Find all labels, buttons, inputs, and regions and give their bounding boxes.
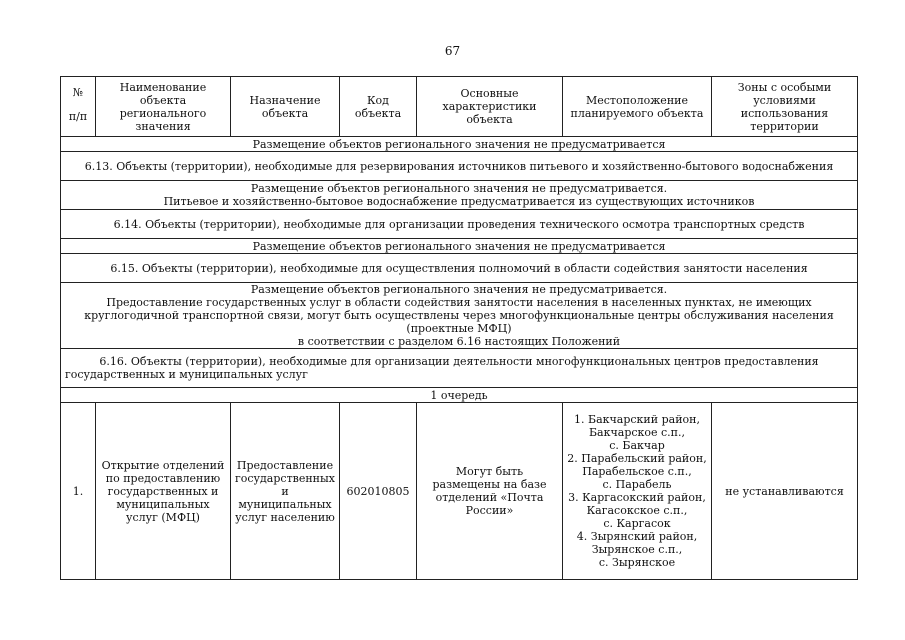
not-planned-note: Размещение объектов регионального значения не предусматривается — [61, 239, 858, 254]
drinking-water-note-cell — [61, 181, 858, 210]
location-line: Парабельское с.п., — [582, 465, 692, 478]
header-name: Наименование объекта регионального значения — [96, 77, 231, 137]
mfc-note-cell — [61, 283, 858, 349]
location-line: Зырянское с.п., — [591, 543, 683, 556]
planning-table — [60, 76, 858, 580]
table-row — [61, 349, 858, 388]
not-planned-note: Размещение объектов регионального значения не предусматривается — [61, 137, 858, 152]
location-line: с. Зырянское — [598, 556, 676, 569]
header-zones: Зоны с особыми условиями использования территории — [712, 77, 858, 137]
location-line: 4. Зырянский район, — [576, 530, 698, 543]
table-row — [61, 152, 858, 181]
table-row — [61, 283, 858, 349]
location-line: с. Парабель — [602, 478, 672, 491]
not-planned-note: Размещение объектов регионального значения не предусматривается. — [250, 182, 668, 195]
section-6-15-heading: 6.15. Объекты (территории), необходимые для осуществления полномочий в области содействия занятости населения — [61, 254, 858, 283]
table-row — [61, 210, 858, 239]
section-6-13-heading: 6.13. Объекты (территории), необходимые для резервирования источников питьевого и хозяйственно-бытового водоснабжения — [61, 152, 858, 181]
section-6-16-heading: 6.16. Объекты (территории), необходимые для организации деятельности многофункциональных центров предоставления государственных и муниципальных услуг — [61, 349, 858, 388]
table-header-row — [61, 77, 858, 137]
table-row — [61, 137, 858, 152]
not-planned-note: Размещение объектов регионального значения не предусматривается. — [250, 283, 668, 296]
mfc-reference: в соответствии с разделом 6.16 настоящих Положений — [297, 335, 621, 348]
location-line: с. Бакчар — [609, 439, 665, 452]
header-characteristics: Основные характеристики объекта — [417, 77, 563, 137]
location-line: Бакчарское с.п., — [588, 426, 686, 439]
section-6-14-heading: 6.14. Объекты (территории), необходимые для организации проведения технического осмотра транспортных средств — [61, 210, 858, 239]
location-line: 1. Бакчарский район, — [574, 413, 700, 426]
location-line: 2. Парабельский район, — [567, 452, 707, 465]
table-row — [61, 254, 858, 283]
header-purpose: Назначение объекта — [231, 77, 340, 137]
object-location — [563, 403, 712, 580]
page-number: 67 — [444, 44, 461, 58]
header-number-abbrev: п/п — [68, 110, 88, 123]
object-name: Открытие отделений по предоставлению государственных и муниципальных услуг (МФЦ) — [96, 403, 231, 580]
object-zones: не устанавливаются — [712, 403, 858, 580]
drinking-water-note: Питьевое и хозяйственно-бытовое водоснабжение предусматривается из существующих источников — [163, 195, 755, 208]
object-code: 602010805 — [340, 403, 417, 580]
table-row — [61, 388, 858, 403]
header-number — [61, 77, 96, 137]
row-number: 1. — [61, 403, 96, 580]
header-code: Код объекта — [340, 77, 417, 137]
table-row — [61, 403, 858, 580]
location-line: с. Каргасок — [603, 517, 671, 530]
header-number-symbol: № — [72, 86, 84, 99]
object-characteristics: Могут быть размещены на базе отделений «Почта России» — [417, 403, 563, 580]
object-purpose: Предоставление государственных и муниципальных услуг населению — [231, 403, 340, 580]
location-line: Кагасокское с.п., — [586, 504, 688, 517]
table-row — [61, 239, 858, 254]
location-line: 3. Каргасокский район, — [568, 491, 706, 504]
queue-label: 1 очередь — [61, 388, 858, 403]
table-row — [61, 181, 858, 210]
header-location: Местоположение планируемого объекта — [563, 77, 712, 137]
mfc-note: Предоставление государственных услуг в области содействия занятости населения в населенных пунктах, не имеющих круглогодичной транспортной связи, могут быть осуществлены через многофункциональные центры обслуживания населения (проектные МФЦ) — [84, 296, 834, 335]
